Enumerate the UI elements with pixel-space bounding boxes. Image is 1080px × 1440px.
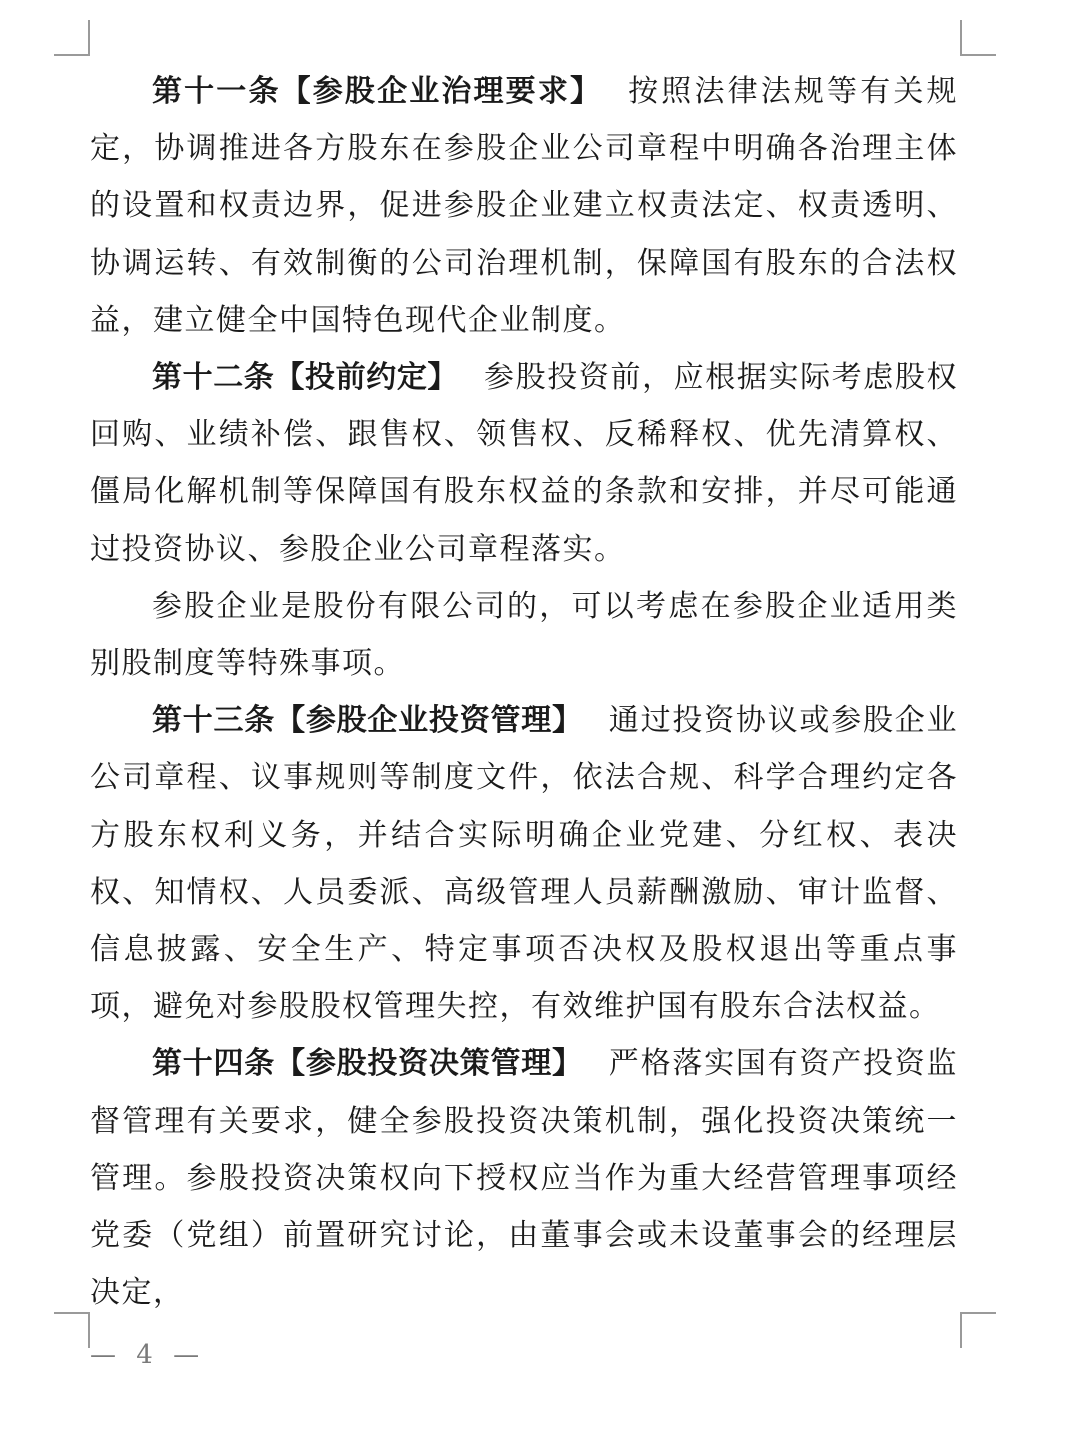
page-number: — 4 — [90, 1340, 206, 1370]
article-12-heading: 第十二条【投前约定】 [152, 360, 459, 396]
crop-mark-bottom-right [960, 1312, 996, 1348]
article-13-heading: 第十三条【参股企业投资管理】 [152, 703, 583, 739]
article-11-paragraph [90, 63, 958, 349]
article-14-text: 严格落实国有资产投资监督管理有关要求，健全参股投资决策机制，强化投资决策统一管理。参股投资决策权向下授权应当作为重大经营管理事项经党委（党组）前置研究讨论，由董事会或未设董事会的经理层决定， [90, 1046, 959, 1311]
article-12-text: 参股投资前，应根据实际考虑股权回购、业绩补偿、跟售权、领售权、反稀释权、优先清算权、僵局化解机制等保障国有股东权益的条款和安排，并尽可能通过投资协议、参股企业公司章程落实。 [90, 360, 959, 567]
document-body [90, 63, 958, 1321]
article-14-heading: 第十四条【参股投资决策管理】 [152, 1046, 583, 1082]
article-12-paragraph [90, 349, 958, 578]
article-12-second-paragraph [90, 578, 958, 692]
article-14-paragraph [90, 1035, 958, 1321]
article-12-second-text: 参股企业是股份有限公司的，可以考虑在参股企业适用类别股制度等特殊事项。 [90, 588, 958, 682]
crop-mark-bottom-left [54, 1312, 90, 1348]
crop-mark-top-left [54, 20, 90, 56]
article-13-text: 通过投资协议或参股企业公司章程、议事规则等制度文件，依法合规、科学合理约定各方股东权利义务，并结合实际明确企业党建、分红权、表决权、知情权、人员委派、高级管理人员薪酬激励、审计监督、信息披露、安全生产、特定事项否决权及股权退出等重点事项，避免对参股股权管理失控，有效维护国有股东合法权益。 [90, 703, 959, 1025]
article-11-text: 按照法律法规等有关规定，协调推进各方股东在参股企业公司章程中明确各治理主体的设置和权责边界，促进参股企业建立权责法定、权责透明、协调运转、有效制衡的公司治理机制，保障国有股东的合法权益，建立健全中国特色现代企业制度。 [90, 74, 959, 338]
article-11-heading: 第十一条【参股企业治理要求】 [152, 74, 603, 109]
article-13-paragraph [90, 692, 958, 1035]
crop-mark-top-right [960, 20, 996, 56]
